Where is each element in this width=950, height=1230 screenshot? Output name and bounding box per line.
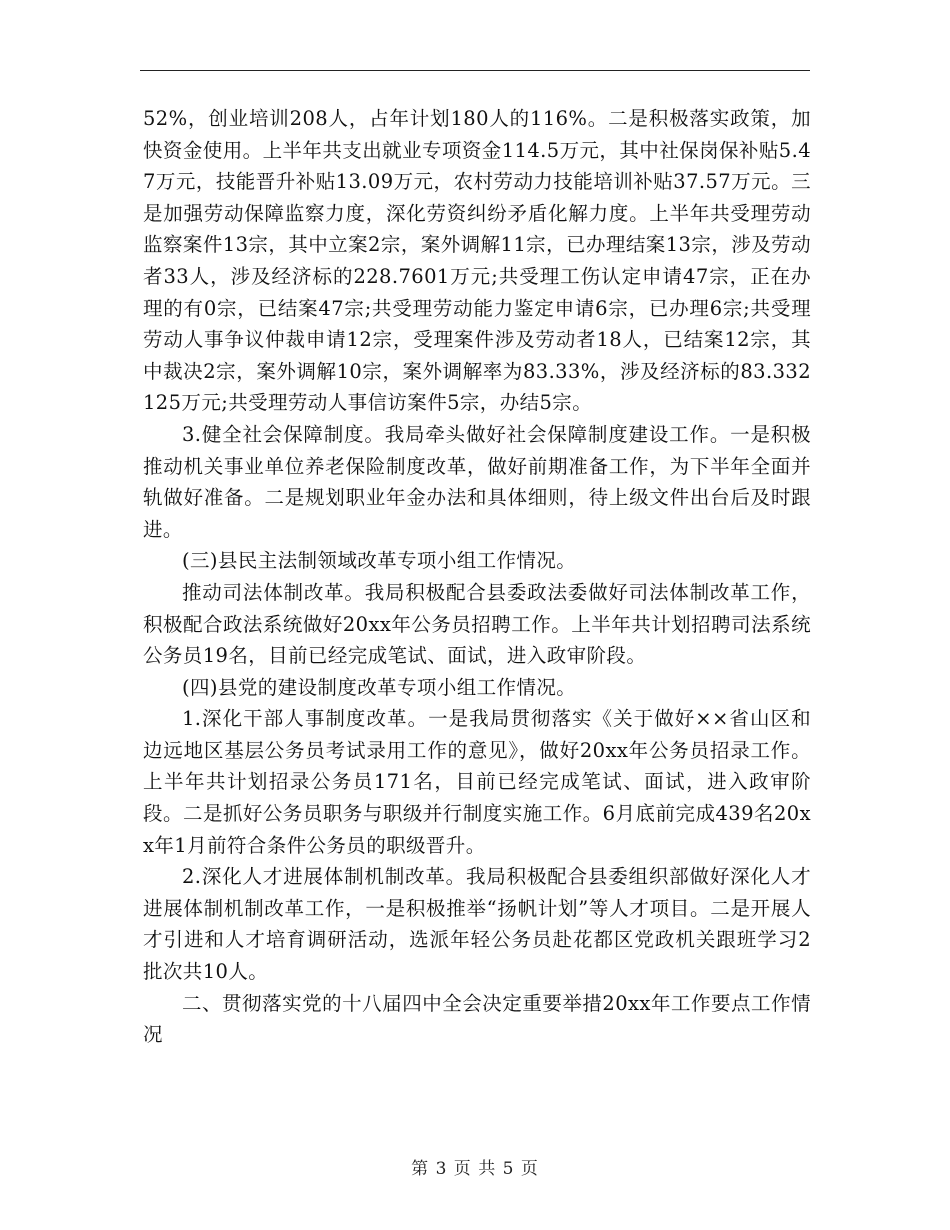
document-body bbox=[143, 103, 811, 1051]
paragraph-employment-funds: 52%，创业培训208人，占年计划180人的116%。二是积极落实政策，加快资金使用。上半年共支出就业专项资金114.5万元，其中社保岗保补贴5.47万元，技能晋升补贴13.09万元，农村劳动力技能培训补贴37.57万元。三是加强劳动保障监察力度，深化劳资纠纷矛盾化解力度。上半年共受理劳动监察案件13宗，其中立案2宗，案外调解11宗，已办理结案13宗，涉及劳动者33人，涉及经济标的228.7601万元;共受理工伤认定申请47宗，正在办理的有0宗，已结案47宗;共受理劳动能力鉴定申请6宗，已办理6宗;共受理劳动人事争议仲裁申请12宗，受理案件涉及劳动者18人，已结案12宗，其中裁决2宗，案外调解10宗，案外调解率为83.33%，涉及经济标的83.332125万元;共受理劳动人事信访案件5宗，办结5宗。 bbox=[143, 107, 811, 415]
section-heading-work-points: 二、贯彻落实党的十八届四中全会决定重要举措20xx年工作要点工作情况 bbox=[143, 991, 811, 1047]
paragraph-talent-reform: 2.深化人才进展体制机制改革。我局积极配合县委组织部做好深化人才进展体制机制改革工作，一是积极推举“扬帆计划”等人才项目。二是开展人才引进和人才培育调研活动，选派年轻公务员赴花都区党政机关跟班学习2批次共10人。 bbox=[143, 865, 811, 984]
paragraph-judicial-reform: 推动司法体制改革。我局积极配合县委政法委做好司法体制改革工作，积极配合政法系统做好20xx年公务员招聘工作。上半年共计划招聘司法系统公务员19名，目前已经完成笔试、面试，进入政审阶段。 bbox=[143, 580, 811, 668]
paragraph-social-security: 3.健全社会保障制度。我局牵头做好社会保障制度建设工作。一是积极推动机关事业单位养老保险制度改革，做好前期准备工作，为下半年全面并轨做好准备。二是规划职业年金办法和具体细则，待上级文件出台后及时跟进。 bbox=[143, 422, 811, 541]
page-number-footer: 第 3 页 共 5 页 bbox=[411, 1159, 539, 1179]
section-heading-party-building: (四)县党的建设制度改革专项小组工作情况。 bbox=[182, 675, 577, 699]
paragraph-cadre-reform: 1.深化干部人事制度改革。一是我局贯彻落实《关于做好××省山区和边远地区基层公务员考试录用工作的意见》，做好20xx年公务员招录工作。上半年共计划招录公务员171名，目前已经完成笔试、面试，进入政审阶段。二是抓好公务员职务与职级并行制度实施工作。6月底前完成439名20xx年1月前符合条件公务员的职级晋升。 bbox=[143, 707, 811, 857]
section-heading-legal-reform: (三)县民主法制领域改革专项小组工作情况。 bbox=[182, 549, 577, 573]
header-rule bbox=[140, 70, 810, 71]
